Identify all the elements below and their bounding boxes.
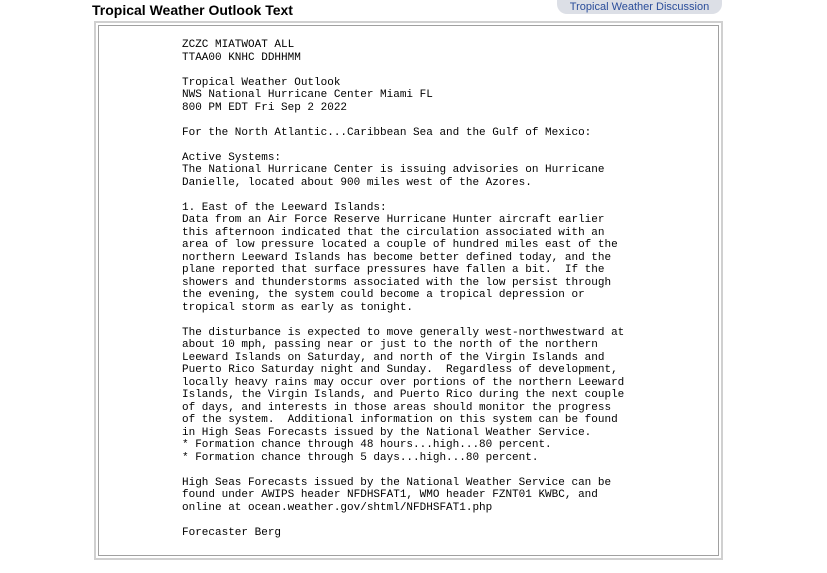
- tropical-weather-discussion-button[interactable]: Tropical Weather Discussion: [557, 0, 722, 14]
- outlook-text-body: ZCZC MIATWOAT ALL TTAA00 KNHC DDHHMM Tropical Weather Outlook NWS National Hurricane Center Miami FL 800 PM EDT Fri Sep 2 2022 For the North Atlantic...Caribbean Sea and the Gulf of Mexico: Active Systems: The National Hurricane Center is issuing advisories on Hurricane Danielle, located about 900 miles west of the Azores. 1. East of the Leeward Islands: Data from an Air Force Reserve Hurricane Hunter aircraft earlier this afternoon indicated that the circulation associated with an area of low pressure located a couple of hundred miles east of the northern Leeward Islands has become better defined today, and the plane reported that surface pressures have fallen a bit. If the showers and thunderstorms associated with the low persist through the evening, the system could become a tropical depression or tropical storm as early as tonight. The disturbance is expected to move generally west-northwestward at about 10 mph, passing near or just to the north of the northern Leeward Islands on Saturday, and north of the Virgin Islands and Puerto Rico Saturday night and Sunday. Regardless of development, locally heavy rains may occur over portions of the northern Leeward Islands, the Virgin Islands, and Puerto Rico during the next couple of days, and interests in those areas should monitor the progress of the system. Additional information on this system can be found in High Seas Forecasts issued by the National Weather Service. * Formation chance through 48 hours...high...80 percent. * Formation chance through 5 days...high...80 percent. High Seas Forecasts issued by the National Weather Service can be found under AWIPS header NFDHSFAT1, WMO header FZNT01 KWBC, and online at ocean.weather.gov/shtml/NFDHSFAT1.php Forecaster Berg: [182, 39, 625, 539]
- outlook-text-frame[interactable]: [98, 25, 719, 556]
- outlook-text-panel: [94, 21, 723, 560]
- page-title: Tropical Weather Outlook Text: [92, 2, 293, 18]
